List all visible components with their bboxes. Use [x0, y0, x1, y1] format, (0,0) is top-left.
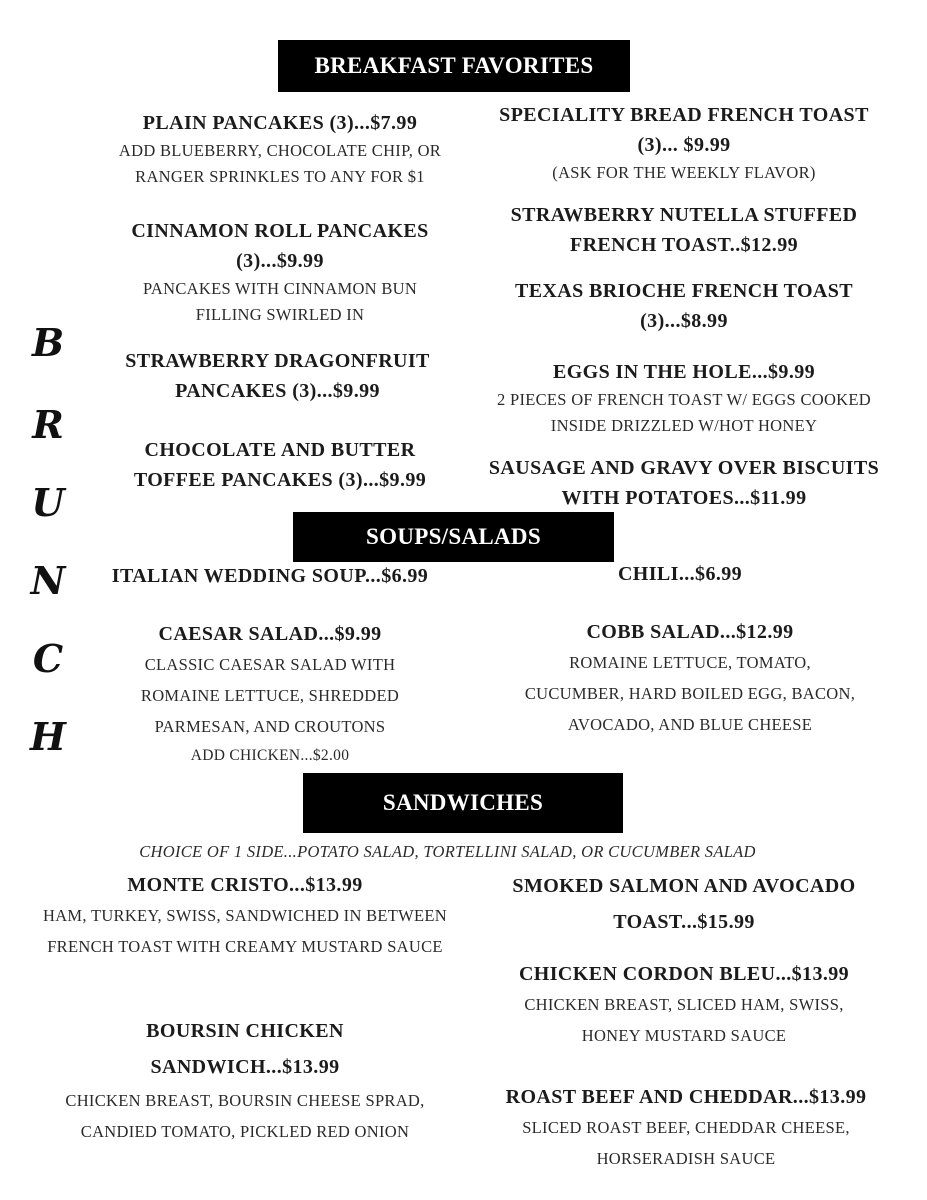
- menu-item-chocolate-toffee-pancakes: [105, 435, 455, 495]
- item-title: CAESAR SALAD...$9.99: [158, 623, 382, 645]
- menu-item-sausage-gravy-biscuits: [478, 453, 890, 513]
- item-description: (ASK FOR THE WEEKLY FLAVOR): [552, 163, 816, 182]
- item-title: CHOCOLATE AND BUTTER TOFFEE PANCAKES (3)...$9.99: [133, 439, 427, 491]
- item-description: CLASSIC CAESAR SALAD WITH ROMAINE LETTUCE, SHREDDED PARMESAN, AND CROUTONS: [140, 655, 400, 736]
- item-description: 2 PIECES OF FRENCH TOAST W/ EGGS COOKED INSIDE DRIZZLED W/HOT HONEY: [497, 390, 871, 435]
- item-title: COBB SALAD...$12.99: [586, 621, 794, 643]
- menu-item-roast-beef-cheddar: [478, 1082, 894, 1174]
- brunch-letter: R: [32, 402, 64, 447]
- sandwiches-heading: SANDWICHES: [303, 773, 623, 833]
- brunch-letter: B: [31, 320, 65, 365]
- menu-item-smoked-salmon-avocado-toast: [478, 868, 890, 940]
- brunch-letter: H: [30, 714, 66, 759]
- brunch-letter: N: [30, 558, 66, 603]
- menu-item-chicken-cordon-bleu: [478, 959, 890, 1051]
- item-title: MONTE CRISTO...$13.99: [127, 874, 363, 896]
- item-title: ROAST BEEF AND CHEDDAR...$13.99: [505, 1086, 867, 1108]
- item-title: CHILI...$6.99: [617, 563, 743, 585]
- menu-item-monte-cristo: [40, 870, 450, 962]
- menu-item-cobb-salad: [495, 617, 885, 740]
- menu-item-texas-brioche-french-toast: [478, 276, 890, 336]
- item-title: SPECIALITY BREAD FRENCH TOAST (3)... $9.99: [499, 104, 869, 156]
- item-description: CHICKEN BREAST, BOURSIN CHEESE SPRAD, CANDIED TOMATO, PICKLED RED ONION: [65, 1091, 425, 1141]
- item-title: TEXAS BRIOCHE FRENCH TOAST (3)...$8.99: [514, 280, 854, 332]
- menu-item-eggs-in-the-hole: [470, 357, 898, 439]
- item-title: BOURSIN CHICKEN SANDWICH...$13.99: [146, 1020, 344, 1078]
- soups-salads-heading: SOUPS/SALADS: [293, 512, 614, 562]
- item-title: EGGS IN THE HOLE...$9.99: [552, 361, 816, 383]
- breakfast-heading: BREAKFAST FAVORITES: [278, 40, 630, 92]
- item-title: CHICKEN CORDON BLEU...$13.99: [518, 963, 850, 985]
- item-description: HAM, TURKEY, SWISS, SANDWICHED IN BETWEEN FRENCH TOAST WITH CREAMY MUSTARD SAUCE: [42, 906, 447, 956]
- brunch-letter: C: [32, 636, 64, 681]
- menu-item-speciality-french-toast: [478, 100, 890, 186]
- item-title: PLAIN PANCAKES (3)...$7.99: [142, 112, 418, 134]
- item-title: CINNAMON ROLL PANCAKES (3)...$9.99: [131, 220, 429, 272]
- brunch-letter: U: [31, 480, 65, 525]
- item-title: SAUSAGE AND GRAVY OVER BISCUITS WITH POTATOES...$11.99: [488, 457, 880, 509]
- item-description: ROMAINE LETTUCE, TOMATO, CUCUMBER, HARD BOILED EGG, BACON, AVOCADO, AND BLUE CHEESE: [524, 653, 856, 734]
- menu-item-caesar-salad: [110, 619, 430, 770]
- item-addon: ADD CHICKEN...$2.00: [190, 747, 350, 764]
- menu-item-strawberry-nutella-french-toast: [478, 200, 890, 260]
- menu-item-italian-wedding-soup: [80, 561, 460, 591]
- item-description: PANCAKES WITH CINNAMON BUN FILLING SWIRLED IN: [142, 279, 418, 324]
- menu-item-strawberry-dragonfruit-pancakes: [95, 346, 460, 406]
- menu-item-boursin-chicken-sandwich: [60, 1013, 430, 1147]
- menu-item-cinnamon-roll-pancakes: [105, 216, 455, 328]
- item-title: STRAWBERRY DRAGONFRUIT PANCAKES (3)...$9.99: [125, 350, 430, 402]
- item-title: STRAWBERRY NUTELLA STUFFED FRENCH TOAST..$12.99: [510, 204, 858, 256]
- item-description: SLICED ROAST BEEF, CHEDDAR CHEESE, HORSERADISH SAUCE: [522, 1118, 850, 1168]
- item-description: ADD BLUEBERRY, CHOCOLATE CHIP, OR RANGER SPRINKLES TO ANY FOR $1: [118, 141, 442, 186]
- sandwich-side-note: CHOICE OF 1 SIDE...POTATO SALAD, TORTELLINI SALAD, OR CUCUMBER SALAD: [139, 842, 756, 861]
- item-title: SMOKED SALMON AND AVOCADO TOAST...$15.99: [512, 875, 856, 933]
- item-description: CHICKEN BREAST, SLICED HAM, SWISS, HONEY MUSTARD SAUCE: [524, 995, 844, 1045]
- menu-item-chili: [560, 559, 800, 589]
- item-title: ITALIAN WEDDING SOUP...$6.99: [111, 565, 429, 587]
- menu-item-plain-pancakes: [85, 108, 475, 190]
